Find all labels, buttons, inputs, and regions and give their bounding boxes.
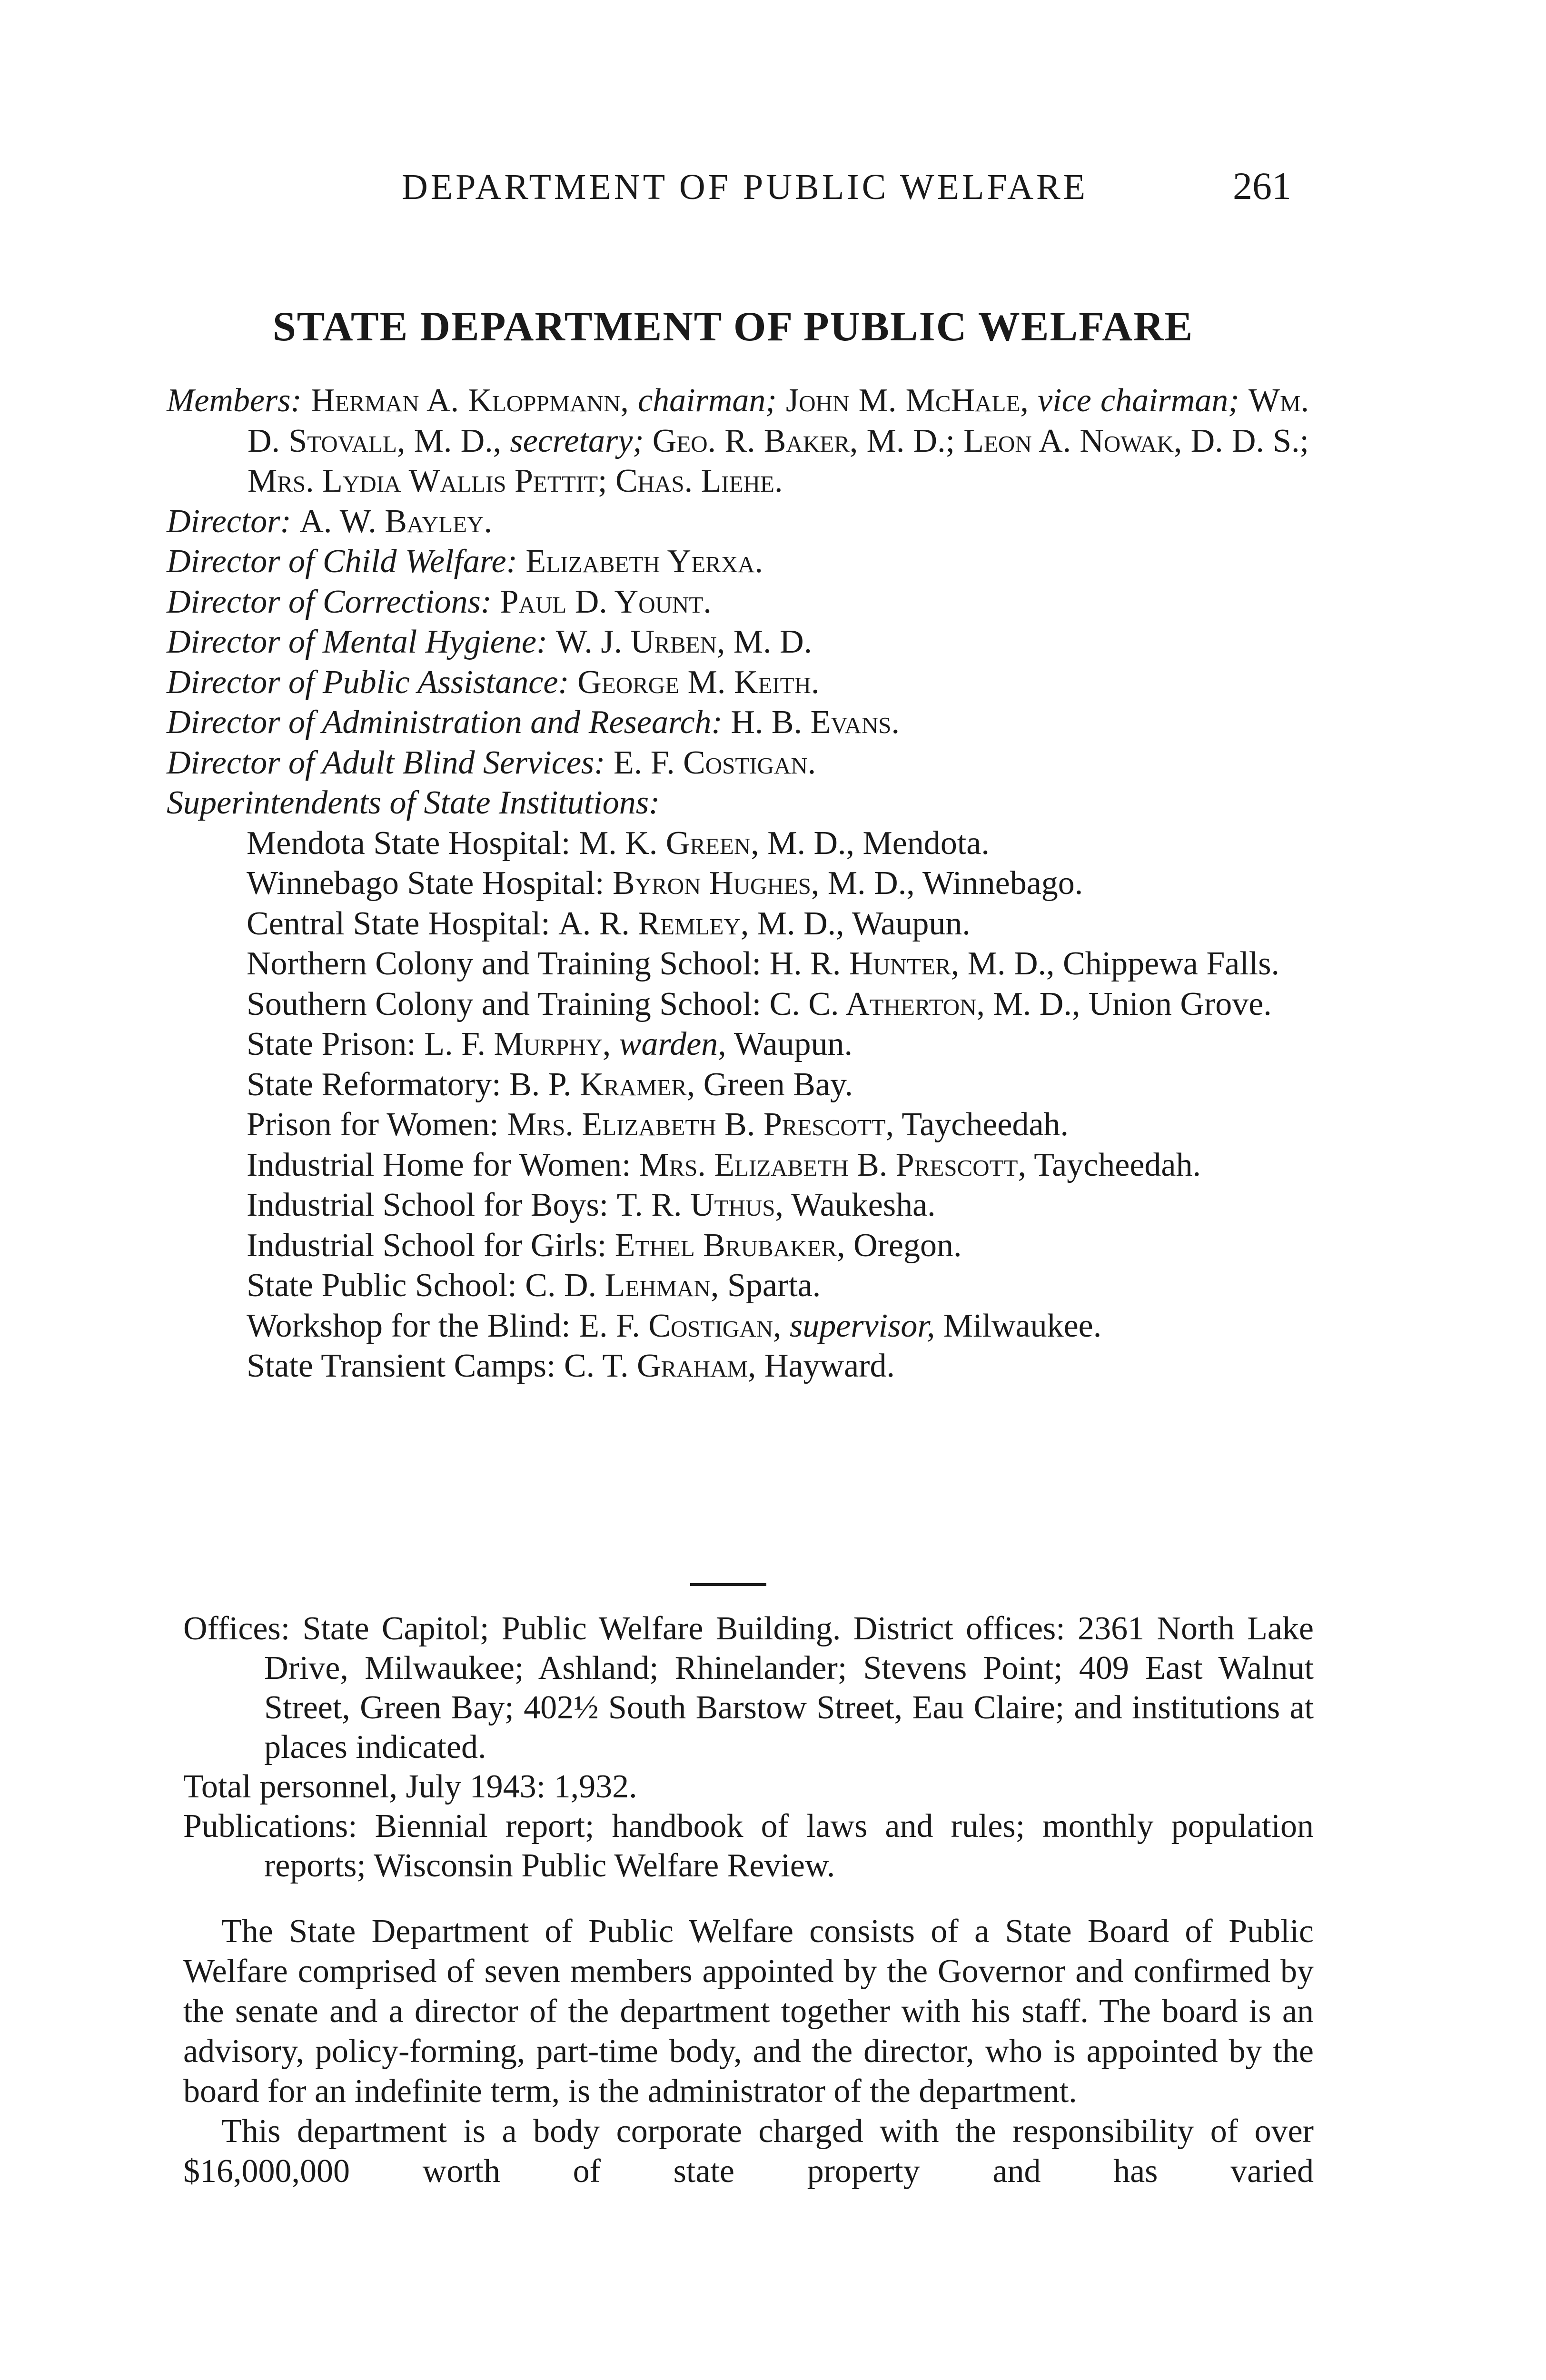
- institution-location: Waukesha.: [791, 1187, 936, 1223]
- member-stovall-role: secretary;: [510, 422, 644, 459]
- director-entry: [167, 703, 1309, 743]
- director-entry: [167, 663, 1309, 703]
- director-entry: [167, 743, 1309, 783]
- institution-entry: [167, 1306, 1309, 1347]
- institution-location: Taycheedah.: [1034, 1146, 1201, 1183]
- section-divider: [690, 1583, 766, 1586]
- institution-entry: [167, 1346, 1309, 1387]
- page-title: STATE DEPARTMENT OF PUBLIC WELFARE: [272, 304, 1194, 350]
- publications-entry: Publications: Biennial report; handbook of laws and rules; monthly population reports; Wisconsin Public Welfare Review.: [183, 1808, 1314, 1884]
- director-name: E. F. Costigan.: [613, 744, 816, 781]
- institution-head: C. D. Lehman,: [525, 1267, 719, 1304]
- institution-head: A. R. Remley, M. D.,: [558, 905, 844, 942]
- institution-place: Southern Colony and Training School:: [247, 985, 762, 1022]
- institution-location: Mendota.: [862, 824, 990, 862]
- personnel-entry: Total personnel, July 1943: 1,932.: [183, 1768, 637, 1805]
- institution-location: Milwaukee.: [943, 1307, 1102, 1344]
- offices-entry: Offices: State Capitol; Public Welfare Building. District offices: 2361 North Lake Drive, Milwaukee; Ashland; Rhinelander; Stevens Point; 409 East Walnut Street, Green Bay; 402½ South Barstow Street, Eau Claire; and institutions at places indicated.: [183, 1610, 1314, 1765]
- institution-place: State Prison:: [247, 1026, 416, 1062]
- institution-head: Ethel Brubaker,: [614, 1227, 845, 1264]
- director-label: Director of Mental Hygiene:: [167, 624, 548, 660]
- institution-location: Union Grove.: [1088, 985, 1272, 1022]
- superintendents-label: Superintendents of State Institutions:: [167, 784, 660, 821]
- director-entry: [167, 622, 1309, 663]
- members-rest: Geo. R. Baker, M. D.; Leon A. Nowak, D. D. S.; Mrs. Lydia Wallis Pettit; Chas. Liehe.: [248, 422, 1309, 499]
- institution-head: Byron Hughes, M. D.,: [612, 865, 915, 902]
- institution-entry: [167, 984, 1309, 1025]
- director-name: Elizabeth Yerxa.: [525, 543, 763, 580]
- officer-roster: [167, 381, 1309, 1387]
- institution-location: Hayward.: [764, 1348, 895, 1384]
- institution-head: H. R. Hunter, M. D.,: [769, 945, 1055, 982]
- member-mchale-role: vice chairman;: [1038, 382, 1239, 419]
- director-entry: [167, 542, 1309, 582]
- institution-place: State Transient Camps:: [247, 1348, 556, 1384]
- institution-entry: [167, 1105, 1309, 1145]
- member-stovall: Wm. D. Stovall, M. D.,: [248, 382, 1309, 459]
- institution-entry: [167, 1185, 1309, 1226]
- institution-entry: [167, 904, 1309, 944]
- body-paragraph: This department is a body corporate charged with the responsibility of over $16,000,000 worth of state property and has varied: [183, 2113, 1314, 2190]
- members-entry: [167, 381, 1309, 502]
- institution-location: Waupun.: [852, 905, 971, 942]
- director-label: Director of Administration and Research:: [167, 704, 723, 741]
- institution-place: Workshop for the Blind:: [247, 1307, 571, 1344]
- director-name: W. J. Urben, M. D.: [555, 624, 813, 660]
- institution-place: Northern Colony and Training School:: [247, 945, 762, 982]
- department-facts: [183, 1609, 1314, 1885]
- institution-head: Mrs. Elizabeth B. Prescott,: [507, 1106, 894, 1143]
- director-name: Paul D. Yount.: [500, 583, 712, 620]
- director-label: Director of Adult Blind Services:: [167, 744, 605, 781]
- institution-head: M. K. Green, M. D.,: [578, 824, 855, 862]
- institution-place: Prison for Women:: [247, 1106, 499, 1143]
- institution-place: Central State Hospital:: [247, 905, 550, 942]
- member-mchale: John M. McHale,: [785, 382, 1029, 419]
- director-label: Director of Public Assistance:: [167, 664, 569, 701]
- institution-place: Winnebago State Hospital:: [247, 865, 605, 902]
- institution-entry: [167, 1024, 1309, 1065]
- institution-location: Sparta.: [727, 1267, 821, 1304]
- institution-place: Industrial School for Girls:: [247, 1227, 607, 1264]
- institution-place: Industrial School for Boys:: [247, 1187, 609, 1223]
- institution-entry: [167, 1145, 1309, 1186]
- director-label: Director of Child Welfare:: [167, 543, 517, 580]
- institution-entry: [167, 823, 1309, 864]
- institution-entry: [167, 944, 1309, 984]
- director-name: George M. Keith.: [577, 664, 820, 701]
- institution-place: Mendota State Hospital:: [247, 824, 571, 862]
- members-label: Members:: [167, 382, 302, 419]
- institution-entry: [167, 1266, 1309, 1306]
- institution-head-role: supervisor,: [790, 1307, 935, 1344]
- institution-head-role: warden,: [619, 1026, 726, 1062]
- body-paragraph: The State Department of Public Welfare consists of a State Board of Public Welfare comprised of seven members appointed by the Governor and confirmed by the senate and a director of the department together with his staff. The board is an advisory, policy-forming, part-time body, and the director, who is appointed by the board for an indefinite term, is the administrator of the department.: [183, 1913, 1314, 2110]
- institution-location: Taycheedah.: [902, 1106, 1069, 1143]
- director-entry: [167, 582, 1309, 623]
- institution-location: Green Bay.: [703, 1066, 853, 1103]
- institution-location: Chippewa Falls.: [1063, 945, 1279, 982]
- director-name: A. W. Bayley.: [299, 503, 492, 540]
- institution-head: T. R. Uthus,: [616, 1187, 783, 1223]
- institution-entry: [167, 1226, 1309, 1266]
- institution-head: Mrs. Elizabeth B. Prescott,: [639, 1146, 1026, 1183]
- institution-head: E. F. Costigan,: [579, 1307, 782, 1344]
- running-header: DEPARTMENT OF PUBLIC WELFARE: [401, 167, 1089, 207]
- institution-entry: [167, 863, 1309, 904]
- page-number: 261: [1233, 164, 1291, 208]
- institution-head: C. T. Graham,: [564, 1348, 756, 1384]
- director-label: Director of Corrections:: [167, 583, 492, 620]
- institution-entry: [167, 1065, 1309, 1105]
- member-kloppmann: Herman A. Kloppmann,: [311, 382, 629, 419]
- institution-place: Industrial Home for Women:: [247, 1146, 631, 1183]
- body-text: [183, 1912, 1314, 2192]
- institution-head: L. F. Murphy,: [424, 1026, 611, 1062]
- institution-head: B. P. Kramer,: [509, 1066, 695, 1103]
- institution-head: C. C. Atherton, M. D.,: [769, 985, 1080, 1022]
- institution-location: Waupun.: [733, 1026, 852, 1062]
- member-kloppmann-role: chairman;: [638, 382, 777, 419]
- superintendents-heading: [167, 783, 1309, 823]
- director-label: Director:: [167, 503, 291, 540]
- institution-location: Oregon.: [853, 1227, 962, 1264]
- director-name: H. B. Evans.: [731, 704, 900, 741]
- institution-place: State Public School:: [247, 1267, 517, 1304]
- institution-place: State Reformatory:: [247, 1066, 501, 1103]
- director-entry: [167, 502, 1309, 542]
- institution-location: Winnebago.: [922, 865, 1083, 902]
